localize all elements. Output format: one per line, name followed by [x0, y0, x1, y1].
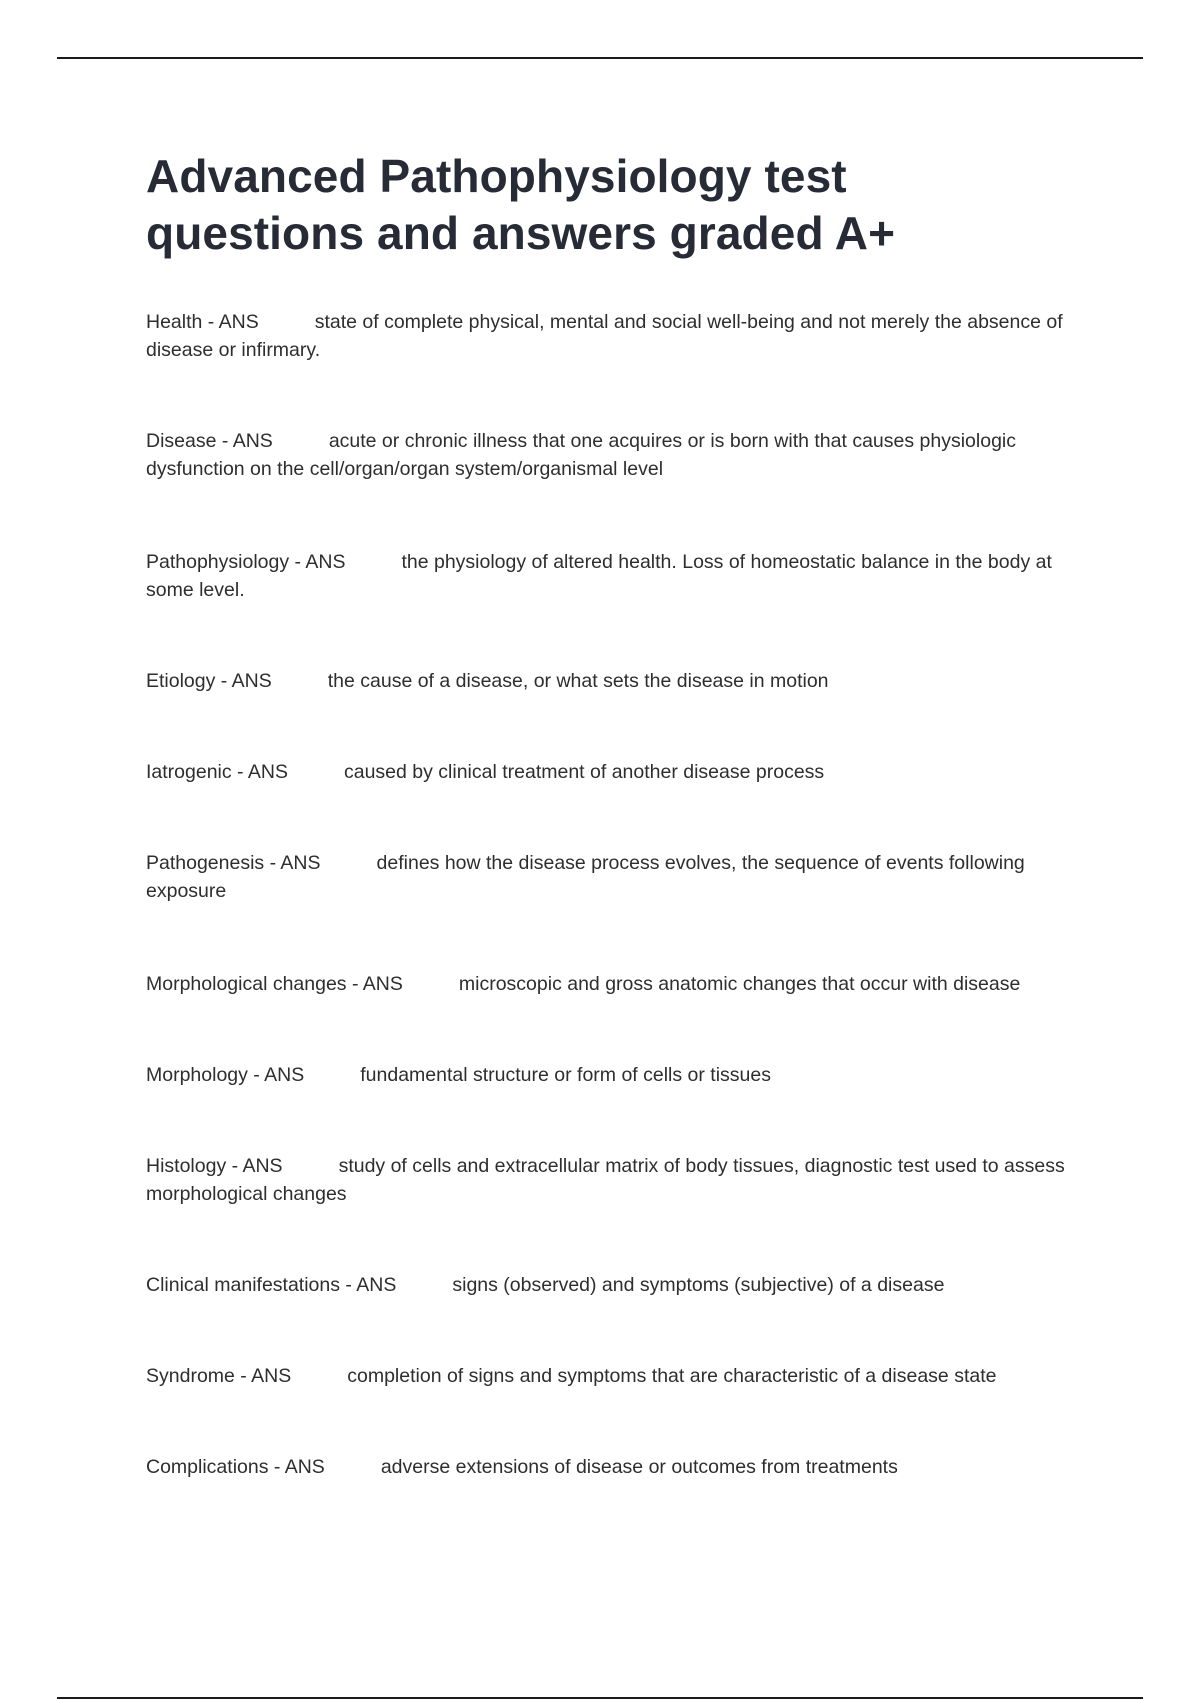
entry-term: Iatrogenic - ANS: [146, 761, 288, 783]
entry-definition: adverse extensions of disease or outcomes from treatments: [380, 1456, 898, 1478]
qa-entry: [146, 548, 1066, 667]
entry-term: Syndrome - ANS: [146, 1365, 292, 1387]
entry-definition: the physiology of altered health. Loss of homeostatic balance in the body at some level.: [146, 551, 1052, 601]
qa-entry: [146, 758, 1066, 849]
entry-term: Clinical manifestations - ANS: [146, 1274, 397, 1296]
qa-entry: [146, 1061, 1066, 1152]
qa-entry: [146, 1152, 1066, 1271]
entry-definition: study of cells and extracellular matrix of body tissues, diagnostic test used to assess morphological changes: [146, 1155, 1065, 1205]
entry-term: Pathogenesis - ANS: [146, 852, 321, 874]
document-title: Advanced Pathophysiology test questions and answers graded A+: [146, 150, 896, 259]
document-body: [146, 148, 1066, 1544]
header-rule: [57, 57, 1143, 59]
entry-definition: microscopic and gross anatomic changes that occur with disease: [458, 973, 1021, 995]
qa-entry: [146, 308, 1066, 427]
entry-term: Morphology - ANS: [146, 1064, 305, 1086]
entry-definition: the cause of a disease, or what sets the disease in motion: [327, 670, 829, 692]
entry-term: Morphological changes - ANS: [146, 973, 403, 995]
entry-term: Pathophysiology - ANS: [146, 551, 346, 573]
entry-definition: defines how the disease process evolves, the sequence of events following exposure: [146, 852, 1025, 902]
qa-entry: [146, 1271, 1066, 1362]
entry-definition: acute or chronic illness that one acquires or is born with that causes physiologic dysfunction on the cell/organ/organ system/organismal level: [146, 430, 1017, 480]
entry-term: Health - ANS: [146, 311, 259, 333]
qa-entry: [146, 667, 1066, 758]
entry-term: Histology - ANS: [146, 1155, 283, 1177]
qa-entry: [146, 1362, 1066, 1453]
entry-definition: completion of signs and symptoms that are characteristic of a disease state: [347, 1365, 997, 1387]
qa-entry: [146, 970, 1066, 1061]
entry-term: Disease - ANS: [146, 430, 273, 452]
entry-term: Etiology - ANS: [146, 670, 272, 692]
entry-definition: fundamental structure or form of cells or tissues: [360, 1064, 771, 1086]
qa-entry: [146, 427, 1066, 548]
qa-entry: [146, 849, 1066, 970]
entry-definition: caused by clinical treatment of another disease process: [343, 761, 825, 783]
qa-list: [146, 308, 1066, 1544]
entry-definition: signs (observed) and symptoms (subjective) of a disease: [452, 1274, 945, 1296]
qa-entry: [146, 1453, 1066, 1544]
footer-rule: [57, 1697, 1143, 1699]
entry-definition: state of complete physical, mental and social well-being and not merely the absence of disease or infirmary.: [146, 311, 1063, 361]
entry-term: Complications - ANS: [146, 1456, 325, 1478]
